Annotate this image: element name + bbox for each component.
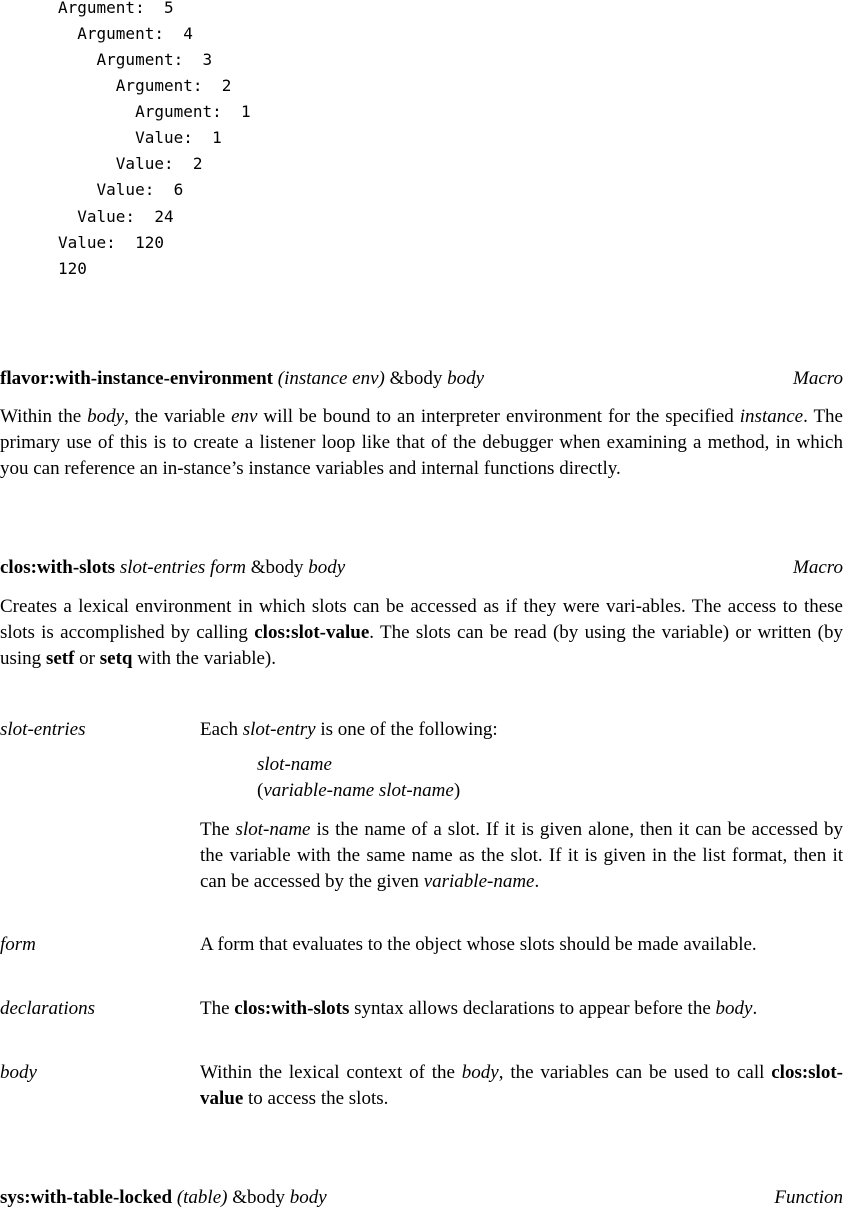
entry-name: flavor:with-instance-environment — [0, 368, 274, 389]
param-name-declarations: declarations — [0, 998, 95, 1019]
entry-args: (table) &body body — [176, 1187, 327, 1208]
slot-entry-option: slot-name — [257, 754, 332, 775]
trace-line-10: Value: 120 — [58, 233, 164, 252]
trace-line-2: Argument: 4 — [58, 24, 193, 43]
slot-entry-option: (variable-name slot-name) — [257, 780, 461, 801]
param-desc-body: Within the lexical context of the body, the variables can be used to call clos:slot-value to access the slots. — [200, 1062, 843, 1109]
param-desc-declarations: The clos:with-slots syntax allows declarations to appear before the body. — [200, 998, 758, 1019]
entry-description: Within the body, the variable env will be bound to an interpreter environment for the specified instance. The primary use of this is to create a listener loop like that of the debugger when examining a method, in which you can reference an in-stance’s instance variables and internal functions directly. — [0, 406, 843, 479]
entry-name: clos:with-slots — [0, 557, 116, 578]
entry-args: slot-entries form &body body — [119, 557, 346, 578]
trace-line-7: Value: 2 — [58, 154, 203, 173]
slot-entry-options — [257, 752, 757, 804]
trace-line-11: 120 — [58, 259, 87, 278]
param-note-slot-entries: The slot-name is the name of a slot. If it is given alone, then it can be accessed by the variable with the same name as the slot. If it is given in the list format, then it can be accessed by the given variable-name. — [200, 819, 843, 892]
entry-name: sys:with-table-locked — [0, 1187, 173, 1208]
param-name-slot-entries: slot-entries — [0, 719, 86, 740]
param-name-form: form — [0, 934, 36, 955]
entry-heading-with-instance-environment — [0, 368, 843, 392]
trace-line-6: Value: 1 — [58, 128, 222, 147]
entry-args: (instance env) &body body — [277, 368, 485, 389]
param-desc-slot-entries: Each slot-entry is one of the following: — [200, 719, 498, 740]
entry-description: Creates a lexical environment in which slots can be accessed as if they were vari-ables. The access to these slots is accomplished by calling clos:slot-value. The slots can be read (by using the variable) or written (by using setf or setq with the variable). — [0, 596, 843, 669]
entry-heading-with-slots — [0, 557, 843, 581]
entry-kind: Macro — [793, 368, 843, 389]
entry-heading-with-table-locked — [0, 1187, 843, 1211]
entry-kind: Macro — [793, 557, 843, 578]
trace-line-4: Argument: 2 — [58, 76, 232, 95]
entry-kind: Function — [774, 1187, 843, 1208]
param-name-body: body — [0, 1062, 37, 1083]
param-desc-form: A form that evaluates to the object whose slots should be made available. — [200, 934, 757, 955]
trace-line-9: Value: 24 — [58, 207, 174, 226]
trace-line-3: Argument: 3 — [58, 50, 213, 69]
trace-line-1: Argument: 5 — [58, 0, 174, 17]
trace-line-8: Value: 6 — [58, 180, 184, 199]
trace-line-5: Argument: 1 — [58, 102, 251, 121]
